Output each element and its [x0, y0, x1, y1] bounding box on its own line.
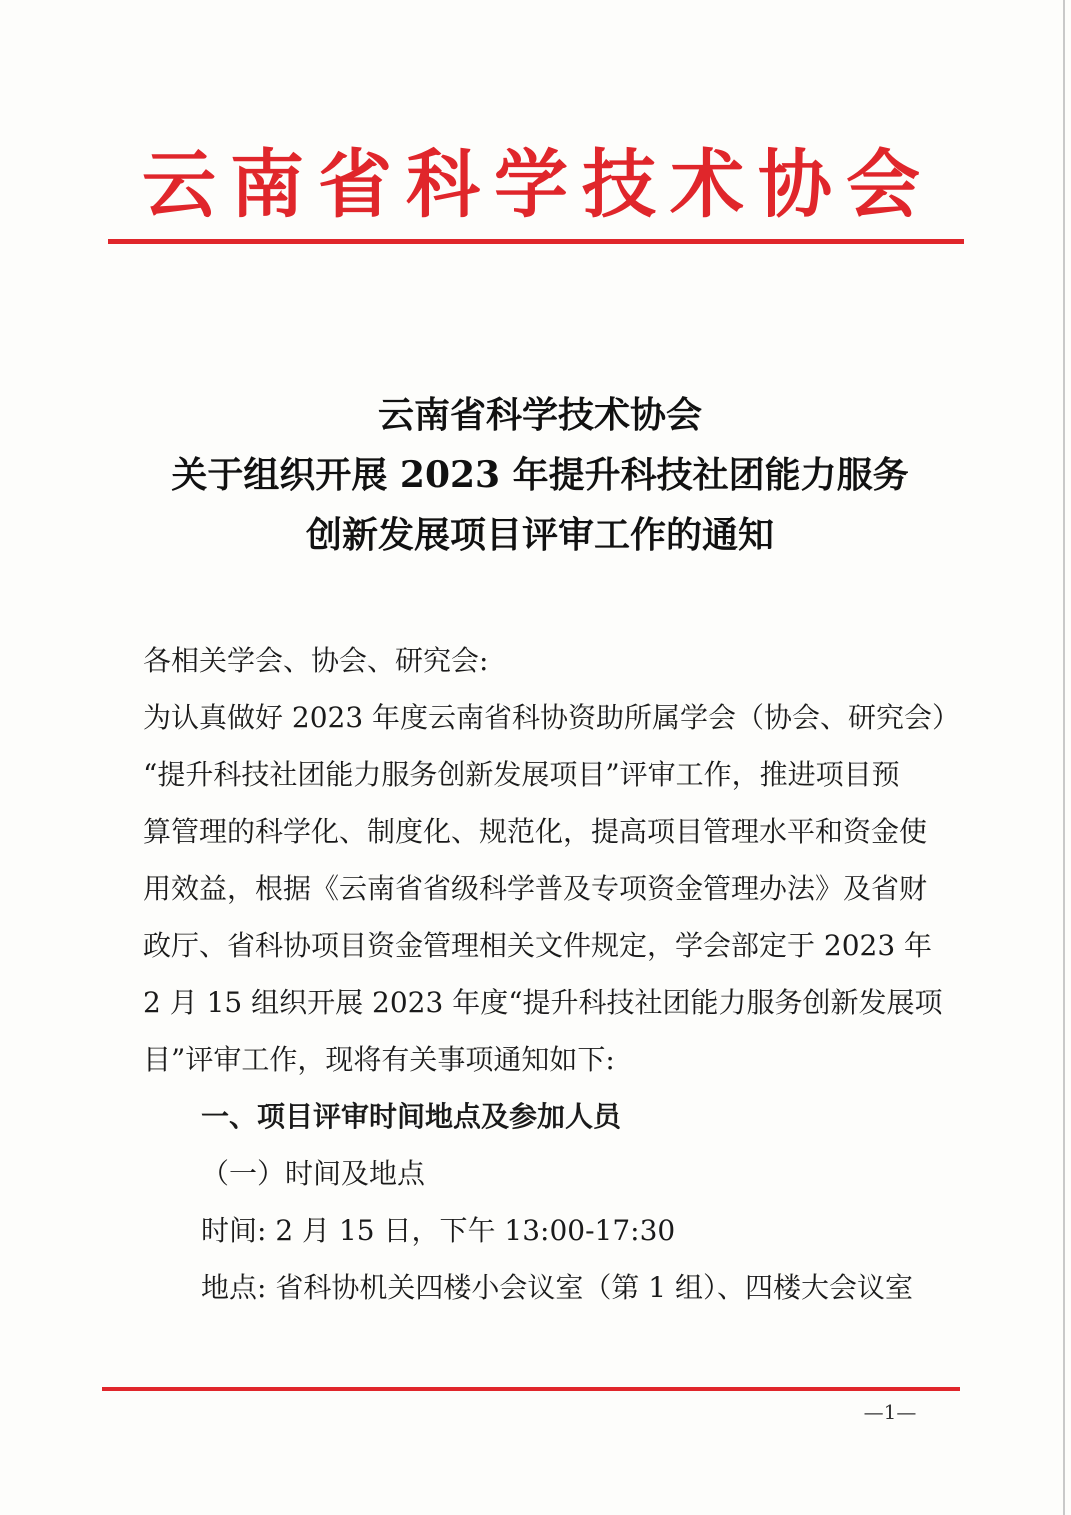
- paragraph-line: “提升科技社团能力服务创新发展项目”评审工作，推进项目预: [143, 758, 900, 791]
- paragraph-line: 目”评审工作，现将有关事项通知如下:: [143, 1043, 615, 1076]
- document-body: [143, 632, 961, 1316]
- paragraph-line: 政厅、省科协项目资金管理相关文件规定，学会部定于 2023 年: [143, 929, 933, 962]
- scan-edge: [1063, 0, 1065, 1515]
- location-line: 地点: 省科协机关四楼小会议室（第 1 组）、四楼大会议室: [201, 1271, 913, 1304]
- subsection-heading: （一）时间及地点: [201, 1157, 426, 1190]
- page-number: —1—: [863, 1400, 917, 1424]
- letterhead-red-rule: [108, 239, 964, 244]
- salutation: 各相关学会、协会、研究会:: [143, 644, 489, 677]
- time-line: 时间: 2 月 15 日，下午 13:00-17:30: [201, 1214, 676, 1247]
- paragraph-line: 用效益，根据《云南省省级科学普及专项资金管理办法》及省财: [143, 872, 928, 905]
- section-heading: 一、项目评审时间地点及参加人员: [201, 1100, 622, 1133]
- title-line-1: 云南省科学技术协会: [377, 394, 702, 436]
- letterhead-org-name: 云南省科学技术协会: [142, 142, 934, 228]
- title-line-2: 关于组织开展 2023 年提升科技社团能力服务: [171, 454, 909, 496]
- paragraph-line: 2 月 15 组织开展 2023 年度“提升科技社团能力服务创新发展项: [143, 986, 943, 1019]
- document-title: [90, 385, 990, 565]
- paragraph-line: 为认真做好 2023 年度云南省科协资助所属学会（协会、研究会）: [143, 701, 961, 734]
- footer-red-rule: [102, 1387, 960, 1391]
- title-line-3: 创新发展项目评审工作的通知: [305, 514, 774, 556]
- paragraph-line: 算管理的科学化、制度化、规范化，提高项目管理水平和资金使: [143, 815, 928, 848]
